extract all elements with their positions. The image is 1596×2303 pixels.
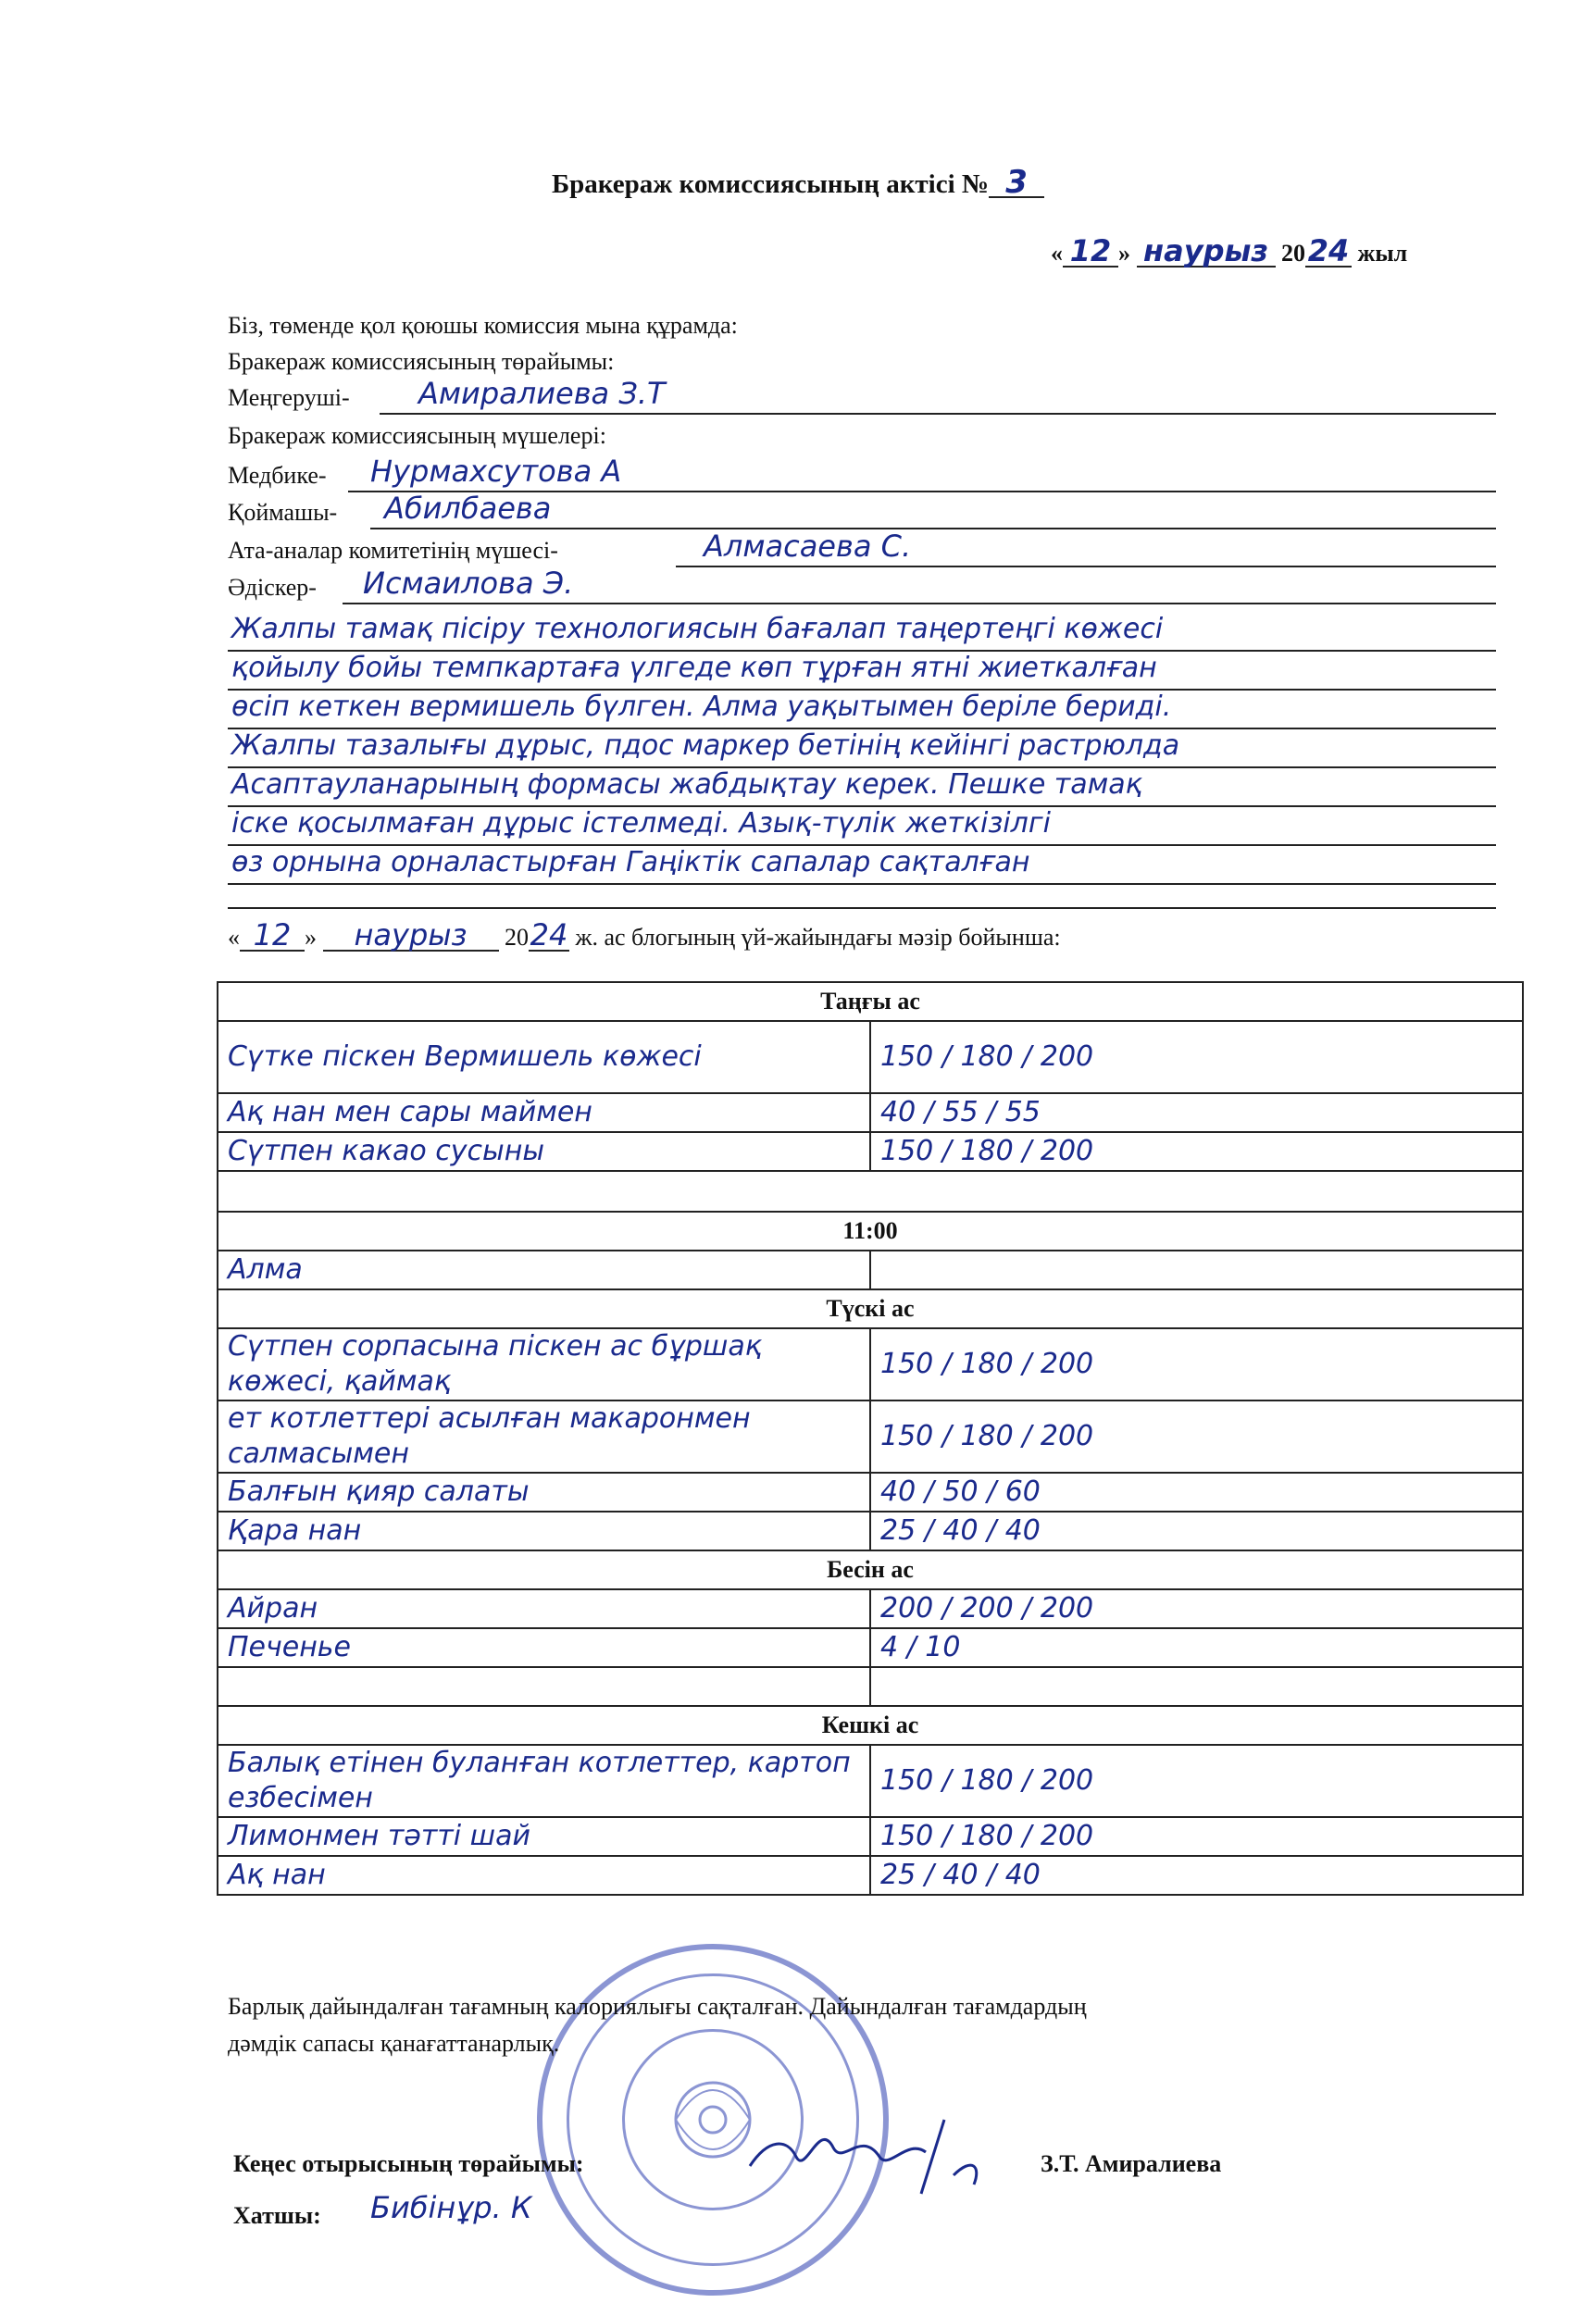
chair-signature-icon	[731, 2101, 1009, 2203]
table-row	[218, 1512, 1523, 1550]
document-title	[0, 164, 1596, 201]
storekeeper-label: Қоймашы-	[228, 499, 338, 526]
dish-portions: 150 / 180 / 200	[880, 1135, 1094, 1167]
dish-name: Ақ нан	[228, 1859, 326, 1891]
dish-portions: 25 / 40 / 40	[880, 1514, 1041, 1547]
members-heading: Бракераж комиссиясының мүшелері:	[228, 422, 606, 449]
dish-name: Балық етінен буланған котлеттер, картоп езбесімен	[228, 1747, 851, 1814]
finding-line: іске қосылмаған дұрыс істелмеді. Азық-түлік жеткізілгі	[231, 807, 1051, 840]
menu-date-month: наурыз	[323, 920, 499, 952]
table-row	[218, 1628, 1523, 1667]
section-breakfast: Таңғы ас	[218, 982, 1523, 1021]
dish-name: Сүтпен какао сусыны	[228, 1135, 545, 1167]
dish-portions: 150 / 180 / 200	[880, 1820, 1094, 1852]
chair-signature-label: Кеңес отырысының төрайымы:	[233, 2150, 584, 2177]
section-snack: 11:00	[218, 1212, 1523, 1251]
finding-line: Асаптауланарының формасы жабдықтау керек. Пешке тамақ	[231, 768, 1142, 801]
nurse-label: Медбике-	[228, 462, 327, 489]
table-row	[218, 1667, 1523, 1706]
dish-portions: 40 / 50 / 60	[880, 1475, 1041, 1508]
dish-name: ет котлеттері асылған макаронмен салмасымен	[228, 1402, 751, 1470]
parent-underline	[676, 566, 1496, 567]
dish-name: Ақ нан мен сары маймен	[228, 1096, 592, 1128]
conclusion-line: дәмдік сапасы қанағаттанарлық.	[228, 2030, 560, 2057]
dish-name: Сүтпен сорпасына піскен ас бұршақ көжесі, қаймақ	[228, 1330, 762, 1398]
table-row	[218, 1473, 1523, 1512]
finding-line: Жалпы тазалығы дұрыс, пдос маркер бетінің кейінгі растрюлда	[231, 729, 1180, 762]
menu-table	[217, 981, 1524, 1896]
finding-line: Жалпы тамақ пісіру технологиясын бағалап таңертеңгі көжесі	[231, 613, 1164, 645]
date-day: 12	[1063, 236, 1118, 268]
date-year-word: жыл	[1357, 240, 1408, 267]
table-row	[218, 1093, 1523, 1132]
commission-intro: Біз, төменде қол қоюшы комиссия мына құрамда:	[228, 312, 738, 339]
storekeeper-name: Абилбаева	[384, 491, 552, 526]
chair-heading: Бракераж комиссиясының төрайымы:	[228, 348, 615, 375]
dish-portions: 200 / 200 / 200	[880, 1592, 1094, 1625]
methodist-label: Әдіскер-	[228, 574, 317, 601]
table-row	[218, 1856, 1523, 1895]
methodist-underline	[343, 603, 1496, 604]
finding-line: өсіп кеткен вермишель бүлген. Алма уақытымен беріле бериді.	[231, 691, 1172, 723]
finding-underline	[228, 883, 1496, 885]
storekeeper-underline	[370, 528, 1496, 529]
dish-portions: 150 / 180 / 200	[880, 1040, 1094, 1073]
finding-line: қойылу бойы темпкартаға үлгеде көп тұрған ятні жиеткалған	[231, 652, 1157, 684]
menu-date-quote-close: »	[305, 924, 317, 951]
secretary-name: Бибінұр. К	[370, 2190, 532, 2225]
conclusion-line: Барлық дайындалған тағамның калориялығы сақталған. Дайындалған тағамдардың	[228, 1993, 1087, 2020]
date-month: наурыз	[1137, 236, 1276, 268]
dish-portions: 150 / 180 / 200	[880, 1348, 1094, 1380]
menu-date-line	[228, 917, 1061, 952]
table-row	[218, 1132, 1523, 1171]
menu-date-year-prefix: 20	[505, 924, 529, 951]
menu-date-quote-open: «	[228, 924, 240, 951]
section-lunch: Түскі ас	[218, 1289, 1523, 1328]
table-row	[218, 1021, 1523, 1093]
dish-name: Қара нан	[228, 1514, 362, 1547]
dish-name: Сүтке піскен Вермишель көжесі	[228, 1040, 702, 1073]
methodist-name: Исмаилова Э.	[363, 566, 574, 601]
dish-name: Балғын қияр салаты	[228, 1475, 530, 1508]
date-year-suffix: 24	[1305, 236, 1352, 268]
section-dinner: Кешкі ас	[218, 1706, 1523, 1745]
table-row	[218, 1328, 1523, 1400]
dish-name: Айран	[228, 1592, 318, 1625]
menu-date-day: 12	[240, 920, 305, 952]
dish-portions: 150 / 180 / 200	[880, 1764, 1094, 1797]
finding-underline	[228, 907, 1496, 909]
head-underline	[380, 413, 1496, 415]
dish-name: Лимонмен тәтті шай	[228, 1820, 530, 1852]
nurse-name: Нурмахсутова А	[370, 454, 622, 489]
head-name: Амиралиева З.Т	[418, 376, 666, 411]
table-row	[218, 1400, 1523, 1473]
parent-label: Ата-аналар комитетінің мүшесі-	[228, 537, 558, 564]
section-afternoon: Бесін ас	[218, 1550, 1523, 1589]
dish-portions: 40 / 55 / 55	[880, 1096, 1041, 1128]
act-date	[1051, 233, 1408, 268]
dish-name: Печенье	[228, 1631, 351, 1663]
head-label: Меңгеруші-	[228, 384, 350, 411]
table-row	[218, 1817, 1523, 1856]
date-year-prefix: 20	[1281, 240, 1305, 267]
dish-portions: 25 / 40 / 40	[880, 1859, 1041, 1891]
table-row	[218, 1251, 1523, 1289]
table-row	[218, 1745, 1523, 1817]
table-row	[218, 1589, 1523, 1628]
menu-date-year-suffix: 24	[530, 917, 568, 952]
act-number: 3	[989, 168, 1044, 198]
dish-portions: 150 / 180 / 200	[880, 1420, 1094, 1452]
date-quote-open: «	[1051, 240, 1063, 267]
dish-name: Алма	[228, 1253, 303, 1286]
chair-name: З.Т. Амиралиева	[1041, 2150, 1222, 2177]
menu-date-text: ж. ас блогының үй-жайындағы мәзір бойынша:	[575, 924, 1061, 951]
table-spacer	[218, 1171, 1523, 1212]
finding-line: өз орнына орналастырған Гаңіктік сапалар сақталған	[231, 846, 1030, 878]
dish-portions: 4 / 10	[880, 1631, 961, 1663]
secretary-label: Хатшы:	[233, 2202, 321, 2229]
title-text: Бракераж комиссиясының актісі №	[551, 169, 990, 199]
parent-name: Алмасаева С.	[704, 529, 912, 564]
date-quote-close: »	[1118, 240, 1130, 267]
